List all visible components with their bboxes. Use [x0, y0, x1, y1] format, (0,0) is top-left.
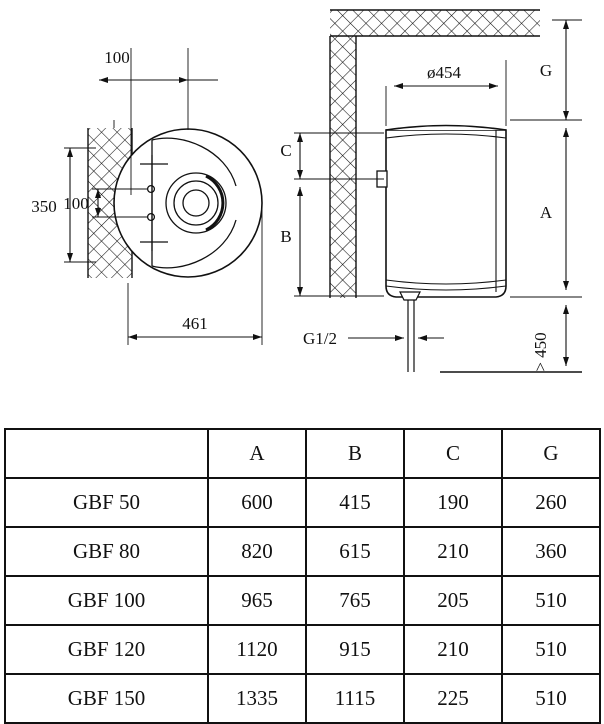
- table-header-cell-g: G: [502, 429, 600, 478]
- dim-c: C: [280, 141, 292, 160]
- side-view: [280, 10, 582, 372]
- dim-top-100: 100: [104, 48, 130, 67]
- dim-a: A: [539, 203, 553, 222]
- cell-g: 260: [502, 478, 600, 527]
- cell-b: 415: [306, 478, 404, 527]
- cell-c: 210: [404, 625, 502, 674]
- cell-g: 360: [502, 527, 600, 576]
- dim-b: B: [280, 227, 292, 246]
- table-row: [5, 478, 600, 527]
- cell-c: 190: [404, 478, 502, 527]
- table-header-cell-a: A: [208, 429, 306, 478]
- cell-g: 510: [502, 674, 600, 723]
- cell-model: GBF 120: [5, 625, 208, 674]
- table-header-cell-c: C: [404, 429, 502, 478]
- cell-b: 1115: [306, 674, 404, 723]
- dim-floor-450: > 450: [531, 332, 550, 372]
- dim-left-350: 350: [31, 197, 57, 216]
- dim-diameter-454: ø454: [427, 63, 461, 82]
- table-header-cell-b: B: [306, 429, 404, 478]
- cell-model: GBF 150: [5, 674, 208, 723]
- cell-model: GBF 80: [5, 527, 208, 576]
- table-header-cell-model: [5, 429, 208, 478]
- table-row: [5, 527, 600, 576]
- dim-g: G: [539, 61, 553, 80]
- cell-g: 510: [502, 625, 600, 674]
- table-header-row: [5, 429, 600, 478]
- dim-left-100: 100: [63, 194, 89, 213]
- cell-c: 210: [404, 527, 502, 576]
- label-g12: G1/2: [303, 329, 337, 348]
- cell-model: GBF 50: [5, 478, 208, 527]
- cell-b: 915: [306, 625, 404, 674]
- cell-c: 225: [404, 674, 502, 723]
- cell-a: 600: [208, 478, 306, 527]
- cell-a: 1335: [208, 674, 306, 723]
- cell-b: 765: [306, 576, 404, 625]
- cell-a: 965: [208, 576, 306, 625]
- cell-a: 1120: [208, 625, 306, 674]
- cell-b: 615: [306, 527, 404, 576]
- cell-model: GBF 100: [5, 576, 208, 625]
- model-dimension-table: [4, 428, 601, 724]
- top-view: [31, 48, 262, 345]
- cell-c: 205: [404, 576, 502, 625]
- table-row: [5, 576, 600, 625]
- cell-g: 510: [502, 576, 600, 625]
- table-row: [5, 625, 600, 674]
- dim-bottom-461: 461: [182, 314, 208, 333]
- table-row: [5, 674, 600, 723]
- cell-a: 820: [208, 527, 306, 576]
